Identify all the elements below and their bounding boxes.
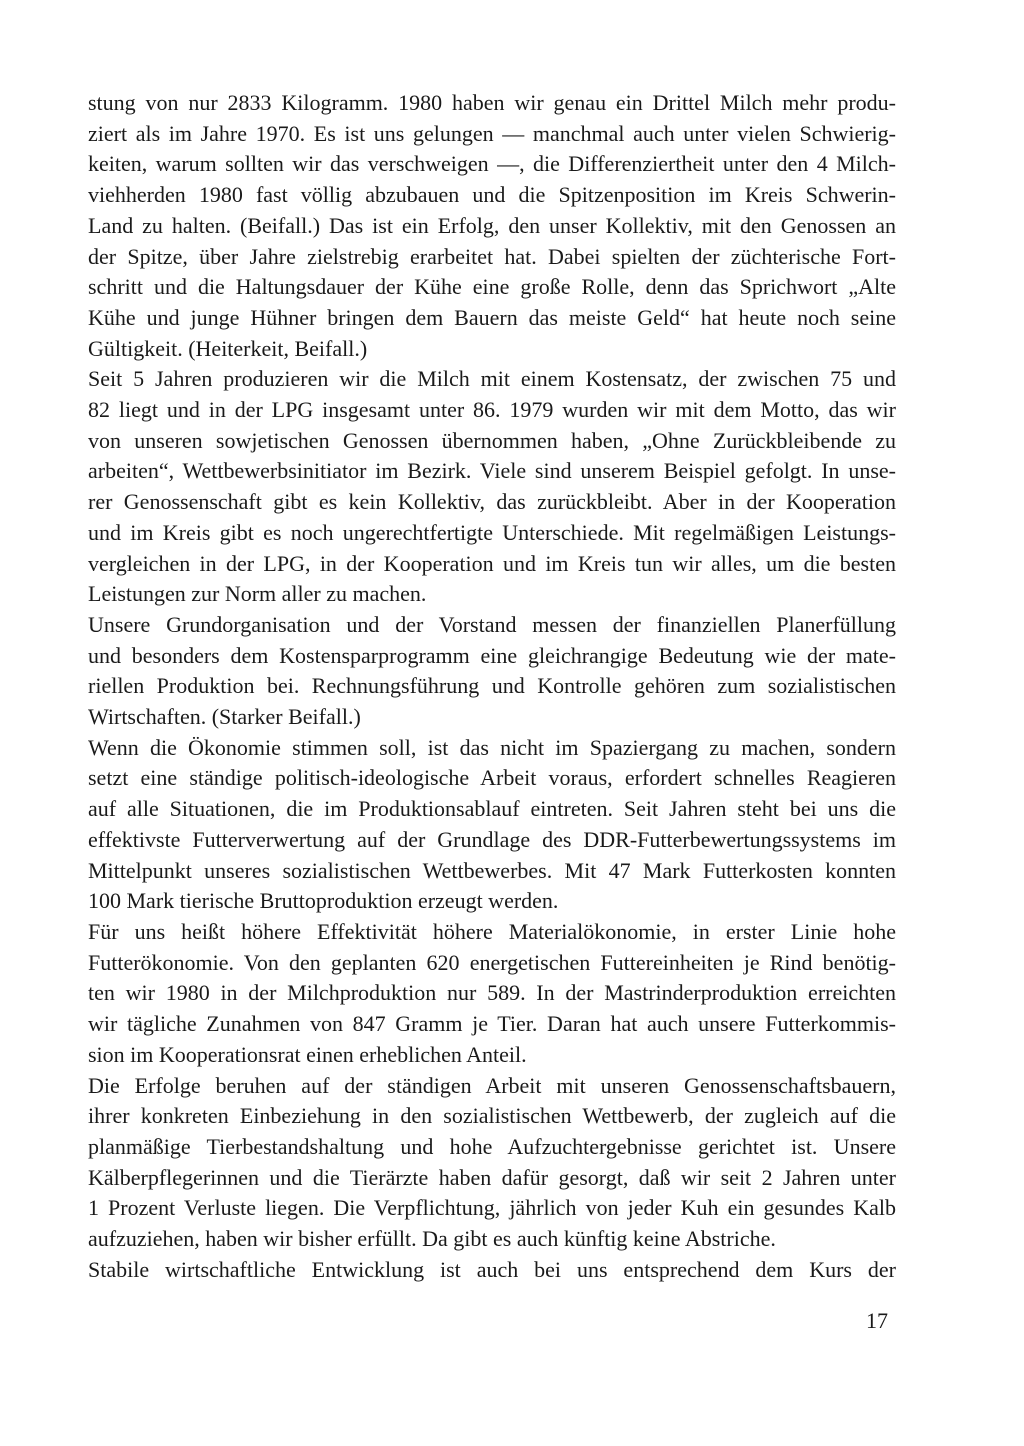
text-line: Seit 5 Jahren produzieren wir die Milch mit einem Kostensatz, der zwischen 75 und (88, 366, 896, 392)
text-line: stung von nur 2833 Kilogramm. 1980 haben wir genau ein Drittel Milch mehr produ- (88, 90, 896, 115)
text-line: Für uns heißt höhere Effektivität höhere Materialökonomie, in erster Linie hohe (88, 918, 896, 944)
text-line: von unseren sowjetischen Genossen übernommen haben, „Ohne Zurückbleibende zu (88, 427, 896, 453)
text-line: auf alle Situationen, die im Produktionsablauf eintreten. Seit Jahren steht bei uns die (88, 796, 896, 822)
text-line: Leistungen zur Norm aller zu machen. (88, 581, 427, 607)
text-line: Futterökonomie. Von den geplanten 620 energetischen Futtereinheiten je Rind benötig- (88, 949, 896, 975)
text-line: wir tägliche Zunahmen von 847 Gramm je Tier. Daran hat auch unsere Futterkommis- (88, 1011, 896, 1037)
text-line: Kälberpflegerinnen und die Tierärzte haben dafür gesorgt, daß wir seit 2 Jahren unter (88, 1164, 896, 1190)
text-line: ten wir 1980 in der Milchproduktion nur 589. In der Mastrinderproduktion erreichten (88, 980, 896, 1006)
text-line: der Spitze, über Jahre zielstrebig erarbeitet hat. Dabei spielten der züchterische Fort- (88, 243, 896, 269)
text-line: 100 Mark tierische Bruttoproduktion erzeugt werden. (88, 888, 559, 914)
text-line: ihrer konkreten Einbeziehung in den sozialistischen Wettbewerb, der zugleich auf die (88, 1103, 896, 1129)
text-line: Stabile wirtschaftliche Entwicklung ist auch bei uns entsprechend dem Kurs der (88, 1256, 896, 1282)
text-line: Kühe und junge Hühner bringen dem Bauern das meiste Geld“ hat heute noch seine (88, 304, 896, 330)
page-body (88, 88, 896, 1285)
text-line: riellen Produktion bei. Rechnungsführung und Kontrolle gehören zum sozialistischen (88, 673, 896, 699)
text-line: Gültigkeit. (Heiterkeit, Beifall.) (88, 335, 368, 361)
text-line: keiten, warum sollten wir das verschweigen —, die Differenziertheit unter den 4 Milch- (88, 151, 896, 177)
text-line: und besonders dem Kostensparprogramm eine gleichrangige Bedeutung wie der mate- (88, 642, 896, 668)
text-line: ziert als im Jahre 1970. Es ist uns gelungen — manchmal auch unter vielen Schwierig- (88, 120, 896, 146)
text-line: Unsere Grundorganisation und der Vorstand messen der finanziellen Planerfüllung (88, 611, 896, 637)
text-line: Wenn die Ökonomie stimmen soll, ist das nicht im Spaziergang zu machen, sondern (88, 734, 896, 760)
text-line: Wirtschaften. (Starker Beifall.) (88, 704, 361, 730)
text-line: Die Erfolge beruhen auf der ständigen Arbeit mit unseren Genossenschaftsbauern, (88, 1072, 896, 1098)
text-line: Land zu halten. (Beifall.) Das ist ein Erfolg, den unser Kollektiv, mit den Genossen an (88, 212, 896, 238)
page-number: 17 (866, 1308, 888, 1333)
text-line: aufzuziehen, haben wir bisher erfüllt. Da gibt es auch künftig keine Abstriche. (88, 1226, 776, 1252)
text-line: effektivste Futterverwertung auf der Grundlage des DDR-Futterbewertungssystems im (88, 826, 896, 852)
text-line: Mittelpunkt unseres sozialistischen Wettbewerbes. Mit 47 Mark Futterkosten konnten (88, 857, 896, 883)
text-line: und im Kreis gibt es noch ungerechtfertigte Unterschiede. Mit regelmäßigen Leistungs- (88, 519, 896, 545)
text-line: setzt eine ständige politisch-ideologische Arbeit voraus, erfordert schnelles Reagieren (88, 765, 896, 791)
text-line: schritt und die Haltungsdauer der Kühe eine große Rolle, denn das Sprichwort „Alte (88, 274, 896, 300)
text-line: 1 Prozent Verluste liegen. Die Verpflichtung, jährlich von jeder Kuh ein gesundes Kalb (88, 1195, 896, 1221)
text-line: rer Genossenschaft gibt es kein Kollektiv, das zurückbleibt. Aber in der Kooperation (88, 489, 896, 515)
text-line: arbeiten“, Wettbewerbsinitiator im Bezirk. Viele sind unserem Beispiel gefolgt. In unse- (88, 458, 896, 484)
text-line: viehherden 1980 fast völlig abzubauen und die Spitzenposition im Kreis Schwerin- (88, 182, 896, 208)
text-line: 82 liegt und in der LPG insgesamt unter 86. 1979 wurden wir mit dem Motto, das wir (88, 397, 896, 423)
text-line: planmäßige Tierbestandshaltung und hohe Aufzuchtergebnisse gerichtet ist. Unsere (88, 1133, 896, 1159)
text-line: sion im Kooperationsrat einen erheblichen Anteil. (88, 1041, 527, 1067)
text-line: vergleichen in der LPG, in der Kooperation und im Kreis tun wir alles, um die besten (88, 550, 896, 576)
